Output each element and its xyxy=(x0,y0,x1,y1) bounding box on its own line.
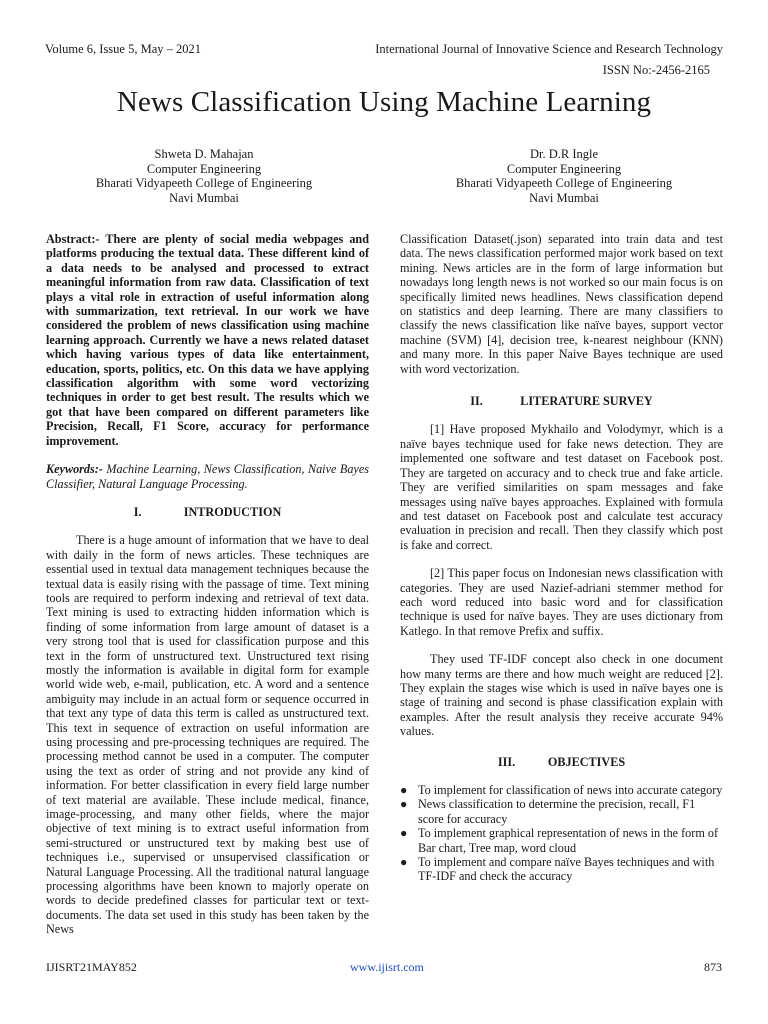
author-city: Navi Mumbai xyxy=(529,190,599,205)
abstract-text: :- There are plenty of social media webpages and platforms producing the textual data. These different kind of a data needs to be analysed and processed to extract meaningful information from raw data. Classification of text plays a vital role in extraction of useful information along with summarization, text retrieval. In our work we have considered the problem of news classification using machine learning approach. Currently we have a news related dataset which having various types of data like entertainment, education, sports, politics, etc. On this data we have applying classification algorithm with some word vectorizing techniques in order to get best result. The results which we got that have been compared on different parameters like Precision, Recall, F1 Score, accuracy for performance improvement. xyxy=(46,232,369,448)
left-column xyxy=(46,232,369,937)
journal-volume: Volume 6, Issue 5, May – 2021 xyxy=(45,42,202,56)
bullet-icon: ● xyxy=(400,797,408,812)
page-number: 873 xyxy=(704,960,722,974)
author-college: Bharati Vidyapeeth College of Engineering xyxy=(95,176,313,191)
author-name: Shweta D. Mahajan xyxy=(154,147,254,161)
literature-paragraph-2: [2] This paper focus on Indonesian news classification with categories. They are used Nazief-adriani stemmer method for each word reduced into basic word and for classification technique is used for naïve bayes. They are uses dictionary from Katlego. In that remove Prefix and suffix. xyxy=(400,566,723,638)
paper-title: News Classification Using Machine Learning xyxy=(116,86,652,118)
bullet-icon: ● xyxy=(400,855,408,870)
section-heading-objectives xyxy=(400,755,723,769)
intro-paragraph: There is a huge amount of information that we have to deal with daily in the form of news articles. These techniques are essential used in textual data management techniques because the textual data is easily rising with the passage of time. Text mining tools are required to perform indexing and retrieval of text data. Text mining is used to extracting hidden information which is finding of some information from large amount of dataset is a very strong tool that is used for classification purpose and this text in the form of unstructured text. Unstructured text rising mostly the information is available in digital form for example world wide web, e-mail, publication, etc. A word and a sentence ambiguity may include in an actual form or sequence occurred in that text any type of data this term is called as unstructured text. This text in sequence of extraction on useful information are using processing and pre-processing techniques are required. The processing method cannot be used in a computer. The computer using the text as order of string and not provide any kind of information. For better classification in every field large number of text material are available. These include medical, finance, image-processing, and many other fields, where the major objective of text mining is to extract useful information from semi-structured or unstructured text by making best use of techniques i.e., supervised or unsupervised classification or Natural Language Processing. All the traditional natural language processing algorithms have been known to majorly operate on words to decide predefined classes for particular text or text-documents. The data set used in this study has been taken by the News xyxy=(46,533,369,937)
section-number: III. xyxy=(497,754,516,769)
journal-name: International Journal of Innovative Science and Research Technology xyxy=(375,42,723,56)
author-college: Bharati Vidyapeeth College of Engineering xyxy=(455,176,673,191)
author-block-2 xyxy=(414,147,714,205)
intro-continued-paragraph: Classification Dataset(.json) separated into train data and test data. The news classification performed major work based on text mining. News articles are in the form of large information but nowadays long length news is not worked so our main focus is on specifically limited news headlines. News classification depend on statistics and deep learning. There are many classifiers to classify the news classification like naïve bayes, support vector machine (SVM) [4], decision tree, k-nearest neighbour (KNN) and many more. In this paper Naive Bayes technique are used with word vectorization. xyxy=(400,232,723,376)
list-item-text: To implement graphical representation of news in the form of Bar chart, Tree map, word cloud xyxy=(418,826,719,855)
keywords-text: Machine Learning, News Classification, Naive Bayes Classifier, Natural Language Processing. xyxy=(46,462,369,491)
section-title: OBJECTIVES xyxy=(547,754,626,769)
author-city: Navi Mumbai xyxy=(169,190,239,205)
keywords-label: Keywords:- xyxy=(46,462,103,477)
abstract-label: Abstract xyxy=(46,232,92,246)
section-title: INTRODUCTION xyxy=(183,504,282,519)
journal-url-link[interactable]: www.ijisrt.com xyxy=(350,960,424,974)
section-heading-intro xyxy=(46,505,369,519)
author-block-1 xyxy=(54,147,354,205)
list-item xyxy=(400,783,723,797)
abstract xyxy=(46,232,369,448)
list-item xyxy=(400,797,723,826)
author-dept: Computer Engineering xyxy=(506,161,622,176)
literature-paragraph-3: They used TF-IDF concept also check in one document how many terms are there and how much weight are reduced [2]. They explain the stages wise which is used in naïve bayes one is stage of training and second is phase classification explain with examples. After the result analysis they receive accurate 94% values. xyxy=(400,652,723,739)
list-item xyxy=(400,855,723,884)
section-title: LITERATURE SURVEY xyxy=(520,394,653,409)
issn: ISSN No:-2456-2165 xyxy=(602,63,710,77)
section-number: II. xyxy=(470,394,483,409)
objectives-list xyxy=(400,783,723,884)
literature-paragraph-1: [1] Have proposed Mykhailo and Volodymyr, which is a naïve bayes technique used for fake news detection. They are implemented one software and test dataset on Facebook post. They are targeted on accuracy and to check true and fake article. They are verified similarities on spam messages and fake messages using naïve bayes approaches. Explained with formula and test dataset on Facebook post and calculate test accuracy evaluation in precision and recall. Then they classify which post is fake and correct. xyxy=(400,422,723,552)
list-item-text: To implement for classification of news into accurate category xyxy=(418,783,723,797)
author-dept: Computer Engineering xyxy=(146,161,262,176)
author-name: Dr. D.R Ingle xyxy=(529,147,599,161)
section-number: I. xyxy=(133,504,142,519)
list-item xyxy=(400,826,723,855)
bullet-icon: ● xyxy=(400,783,408,797)
paper-id: IJISRT21MAY852 xyxy=(46,960,137,974)
list-item-text: To implement and compare naïve Bayes techniques and with TF-IDF and check the accuracy xyxy=(418,855,715,884)
bullet-icon: ● xyxy=(400,826,408,841)
right-column xyxy=(400,232,723,884)
section-heading-literature xyxy=(400,394,723,408)
list-item-text: News classification to determine the precision, recall, F1 score for accuracy xyxy=(418,797,696,826)
keywords xyxy=(46,462,369,491)
